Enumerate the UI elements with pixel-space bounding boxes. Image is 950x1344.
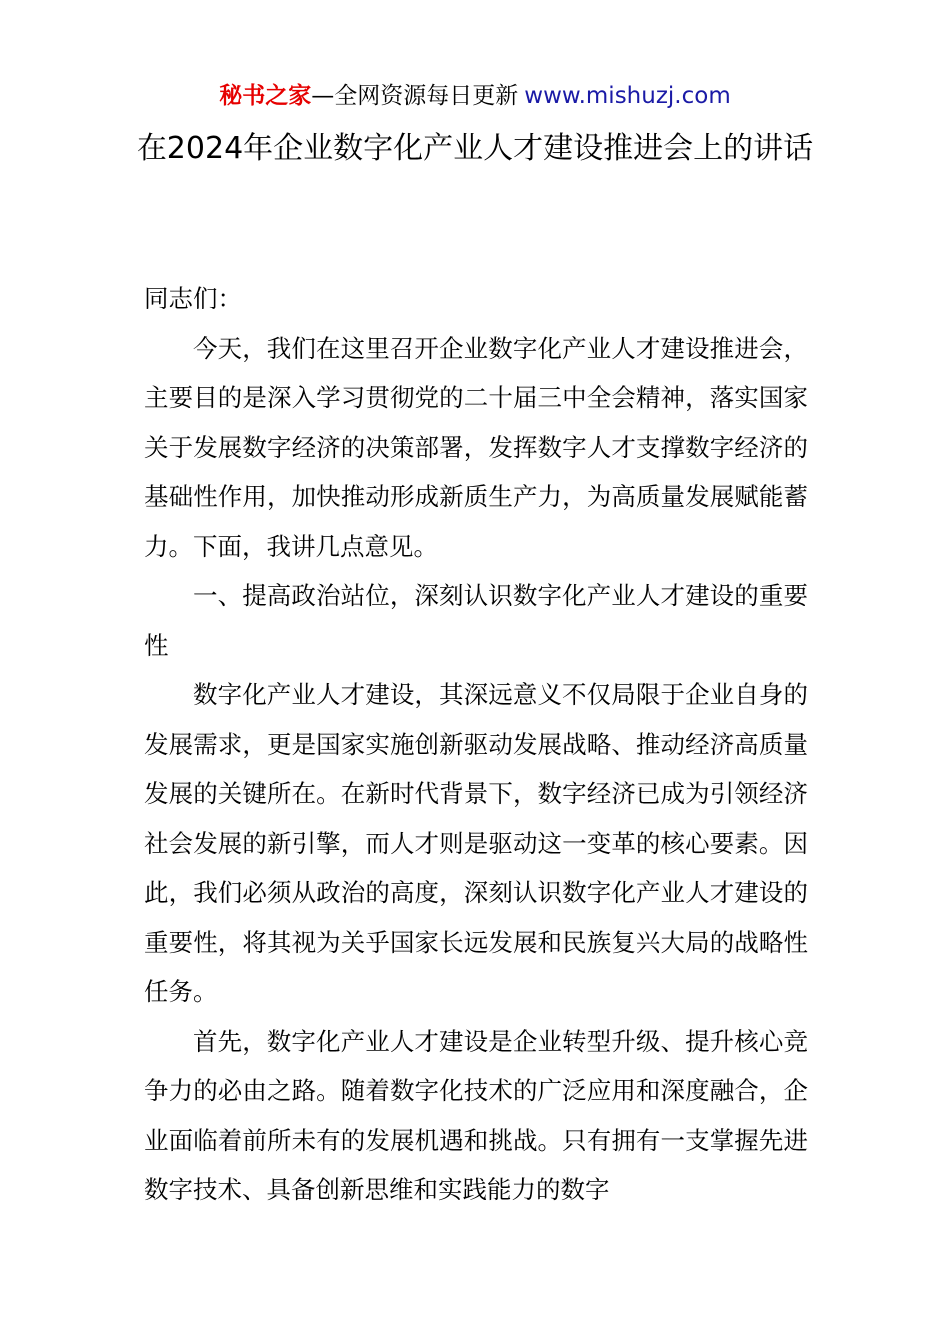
salutation: 同志们： [144, 284, 242, 313]
paragraph-significance: 数字化产业人才建设，其深远意义不仅局限于企业自身的发展需求，更是国家实施创新驱动发展战略、推动经济高质量发展的关键所在。在新时代背景下，数字经济已成为引领经济社会发展的新引擎，而人才则是驱动这一变革的核心要素。因此，我们必须从政治的高度，深刻认识数字化产业人才建设的重要性，将其视为关乎国家长远发展和民族复兴大局的战略性任务。 [144, 680, 808, 1006]
document-title: 在2024年企业数字化产业人才建设推进会上的讲话 [136, 131, 814, 166]
site-tagline: —全网资源每日更新 [311, 83, 519, 109]
section-heading-one: 一、提高政治站位，深刻认识数字化产业人才建设的重要性 [144, 581, 808, 660]
site-header [0, 80, 950, 112]
site-brand: 秘书之家 [219, 83, 312, 109]
site-url-link[interactable]: www.mishuzj.com [524, 83, 731, 109]
paragraph-intro: 今天，我们在这里召开企业数字化产业人才建设推进会，主要目的是深入学习贯彻党的二十届三中全会精神，落实国家关于发展数字经济的决策部署，发挥数字人才支撑数字经济的基础性作用，加快推动形成新质生产力，为高质量发展赋能蓄力。下面，我讲几点意见。 [144, 333, 808, 561]
paragraph-first-point: 首先，数字化产业人才建设是企业转型升级、提升核心竞争力的必由之路。随着数字化技术的广泛应用和深度融合，企业面临着前所未有的发展机遇和挑战。只有拥有一支掌握先进数字技术、具备创新思维和实践能力的数字 [144, 1026, 808, 1204]
document-body [144, 274, 808, 1215]
